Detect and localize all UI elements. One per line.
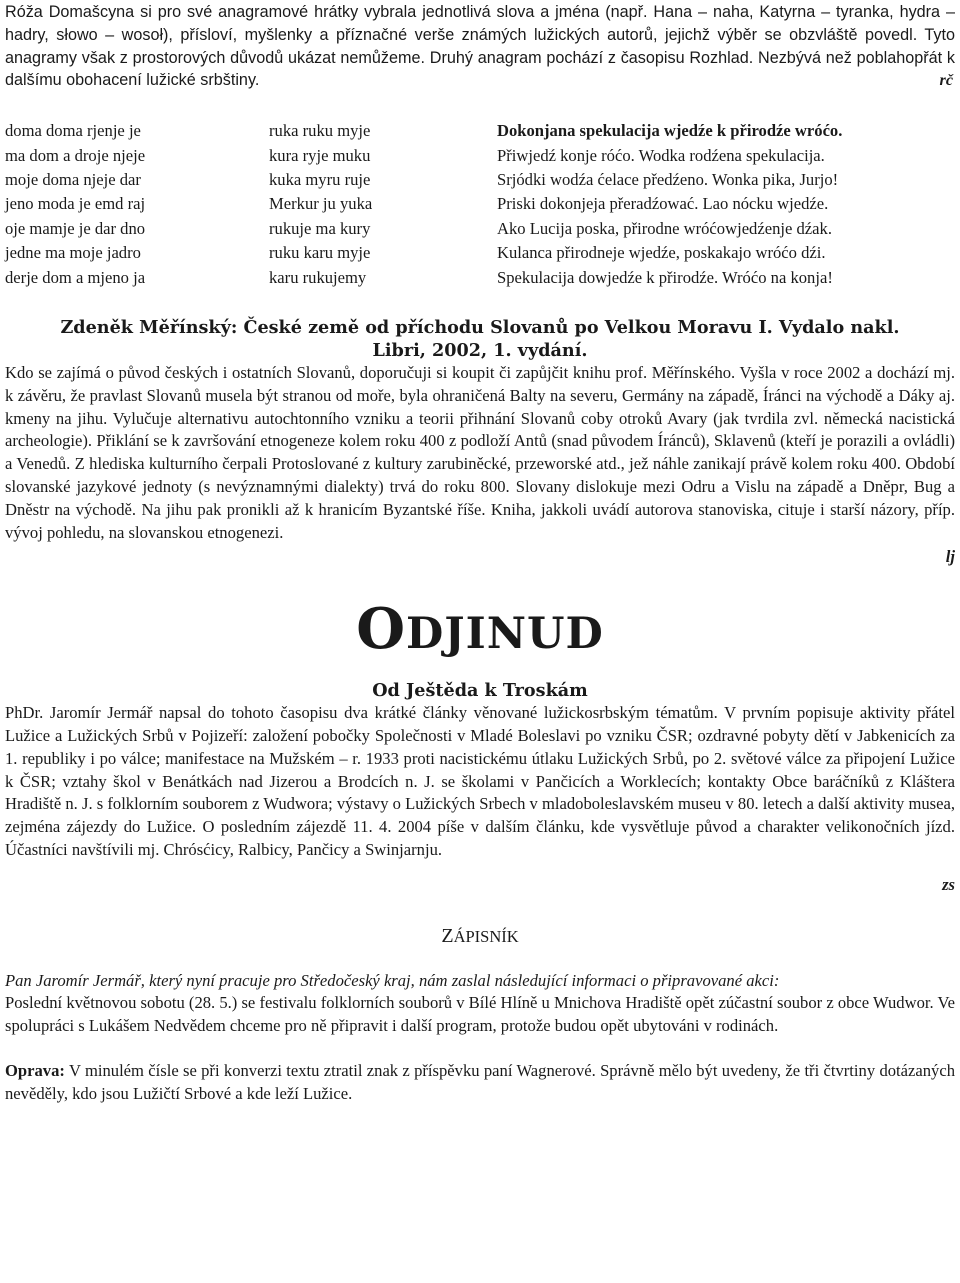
heading-initial: Z	[441, 924, 454, 947]
correction-note	[5, 1060, 955, 1106]
poem-line: karu rukujemy	[269, 267, 367, 287]
poem-line: Kulanca přirodneje wjedźe, poskakajo wróćo dźi.	[497, 243, 826, 263]
intro-text: Róža Domašcyna si pro své anagramové hrátky vybrala jednotlivá slova a jména (např. Hana – naha, Katyrna – tyranka, hydra – hadry, słowo – wosoł), přísloví, myšlenky a příznačné verše známých lužických autorů, jejichž výběr se obzvláště povedl. Tyto anagramy však z prostorových důvodů ukázat nemůžeme. Druhý anagram pochází z časopisu Rozhlad. Nezbývá než poblahopřát k dalšímu obohacení lužické srbštiny.	[5, 3, 955, 90]
book-title-line-2: Libri, 2002, 1. vydání.	[372, 340, 588, 362]
notice-text: Poslední květnovou sobotu (28. 5.) se festivalu folklorních souborů v Bílé Hlíně u Mnichova Hradiště opět zúčastní soubor z obce Wudwor. Ve spolupráci s Lukášem Nedvědem chceme pro ně připravit i další program, protože budou opět ubytováni v rodinách.	[5, 993, 955, 1036]
poem-line: jeno moda je emd raj	[5, 194, 146, 214]
anagram-intro	[5, 0, 955, 92]
poem-column-1	[5, 119, 269, 290]
poem-line: Spekulacija dowjedźe k přirodźe. Wróćo na konja!	[497, 267, 833, 287]
poem-column-2	[269, 119, 497, 290]
poem-line: rukuje ma kury	[269, 218, 371, 238]
article-text: PhDr. Jaromír Jermář napsal do tohoto časopisu dva krátké články věnované lužickosrbským tématům. V prvním popisuje aktivity přátel Lužice a Lužických Srbů v Pojizeří: založení pobočky Společnosti v Mladé Boleslavi po vzniku ČSR; ozdravné pobyty dětí v Jabkenicích za 1. republiky i po válce; manifestace na Mužském – r. 1933 proti nacistickému útlaku Lužických Srbů, po 2. světové válce za připojení Lužice k ČSR; vztahy škol v Benátkách nad Jizerou a Brodcích n. J. se školami v Pančicích a Worklecích; kontakty Obce baráčníků z Kláštera Hradiště n. J. s folklorním souborem z Wudwora; výstavy o Lužických Srbech v mladoboleslavském museu v 80. letech a další aktivity musea, zejména zájezdy do Lužice. O posledním zájezdě 11. 4. 2004 píše v dalším článku, kde vysvětluje původ a charakter velikonočních jízd. Účastníci navštívili mj. Chrósćicy, Ralbicy, Pančicy a Swinjarnju.	[5, 703, 955, 859]
poem-line: Přiwjedź konje róćo. Wodka rodźena spekulacija.	[497, 145, 825, 165]
poem-line: Srjódki wodźa ćelace předźeno. Wonka pika, Jurjo!	[497, 170, 839, 189]
heading-initial: O	[356, 596, 406, 663]
poem-line: derje dom a mjeno ja	[5, 267, 146, 287]
poem-line: ruka ruku myje	[269, 121, 371, 141]
heading-rest: DJINUD	[405, 609, 604, 660]
heading-rest: ÁPISNÍK	[453, 926, 519, 946]
poem-line: Merkur ju yuka	[269, 194, 373, 214]
notice-intro: Pan Jaromír Jermář, který nyní pracuje pro Středočeský kraj, nám zaslal následující informaci o připravované akci:	[5, 970, 780, 990]
article-title: Od Ještěda k Troskám	[372, 680, 588, 702]
poem-line: oje mamje je dar dno	[5, 218, 146, 238]
poem-line: kuka myru ruje	[269, 170, 371, 189]
poem-line: Ako Lucija poska, přirodne wróćowjedźenje dźak.	[497, 218, 832, 238]
article-signature: zs	[942, 874, 955, 894]
poem-column-3	[497, 119, 955, 290]
poem-line: doma doma rjenje je	[5, 121, 141, 141]
correction-text: V minulém čísle se při konverzi textu ztratil znak z příspěvku paní Wagnerové. Správně mělo být uvedeny, že tři čtvrtiny dotázaných nevěděly, kdo jsou Lužičtí Srbové a kde leží Lužice.	[5, 1060, 955, 1103]
section-heading-odjinud	[5, 587, 955, 676]
poem-title-line: Dokonjana spekulacija wjedźe k přirodźe wróćo.	[497, 121, 843, 141]
poem-line: ma dom a droje njeje	[5, 145, 146, 165]
document-page	[5, 0, 955, 1106]
book-review-title	[5, 316, 955, 362]
book-review-text: Kdo se zajímá o původ českých i ostatních Slovanů, doporučuji si koupit či zapůjčit knihu prof. Měřínského. Vyšla v roce 2002 a dochází mj. k závěru, že pravlast Slovanů musela být stranou od moře, byla ohraničená Balty na severu, Germány na západě, Íránci na východě a Dáky aj. kmeny na jihu. Vylučuje alternativu autochtonního vzniku a teorii přihnání Slovanů coby otroků Avary (jak tvrdila zvl. německá nacistická archeologie). Přiklání se k završování etnogeneze kolem roku 400 z podloží Antů (snad původem Íránců), Sklavenů (kteří je porazili a ovládli) a Venedů. Z hlediska kulturního čerpali Protoslované z kultury zarubiněcké, przeworské atd., jež náhle zanikají právě kolem roku 400. Období slovanské jazykové jednoty (s nevýznamnými dialekty) trvá do roku 800. Slovany dislokuje mezi Odru a Vislu na západě a Dněpr, Bug a Dněstr na východě. Na jihu pak pronikli až k hranicím Byzantské říše. Kniha, jakkoli uvádí autorova stanoviska, cituje i starší názory, příp. vývoj pohledu, na slovanskou etnogenezi.	[5, 363, 955, 542]
poem-line: kura ryje muku	[269, 145, 371, 165]
book-review-signature: lj	[945, 547, 955, 567]
poem-line: moje doma njeje dar	[5, 170, 141, 189]
poem-line: jedne ma moje jadro	[5, 243, 141, 263]
section-heading-zapisnik	[5, 923, 955, 950]
book-title-line-1: Zdeněk Měřínský: České země od příchodu Slovanů po Velkou Moravu I. Vydalo nakl.	[60, 317, 900, 339]
correction-label: Oprava:	[5, 1060, 65, 1080]
poem-line: Priski dokonjeja přeradźować. Lao nócku wjedźe.	[497, 194, 829, 214]
poem-line: ruku karu myje	[269, 243, 371, 263]
intro-signature: rč	[939, 71, 953, 90]
anagram-poems	[5, 119, 955, 290]
